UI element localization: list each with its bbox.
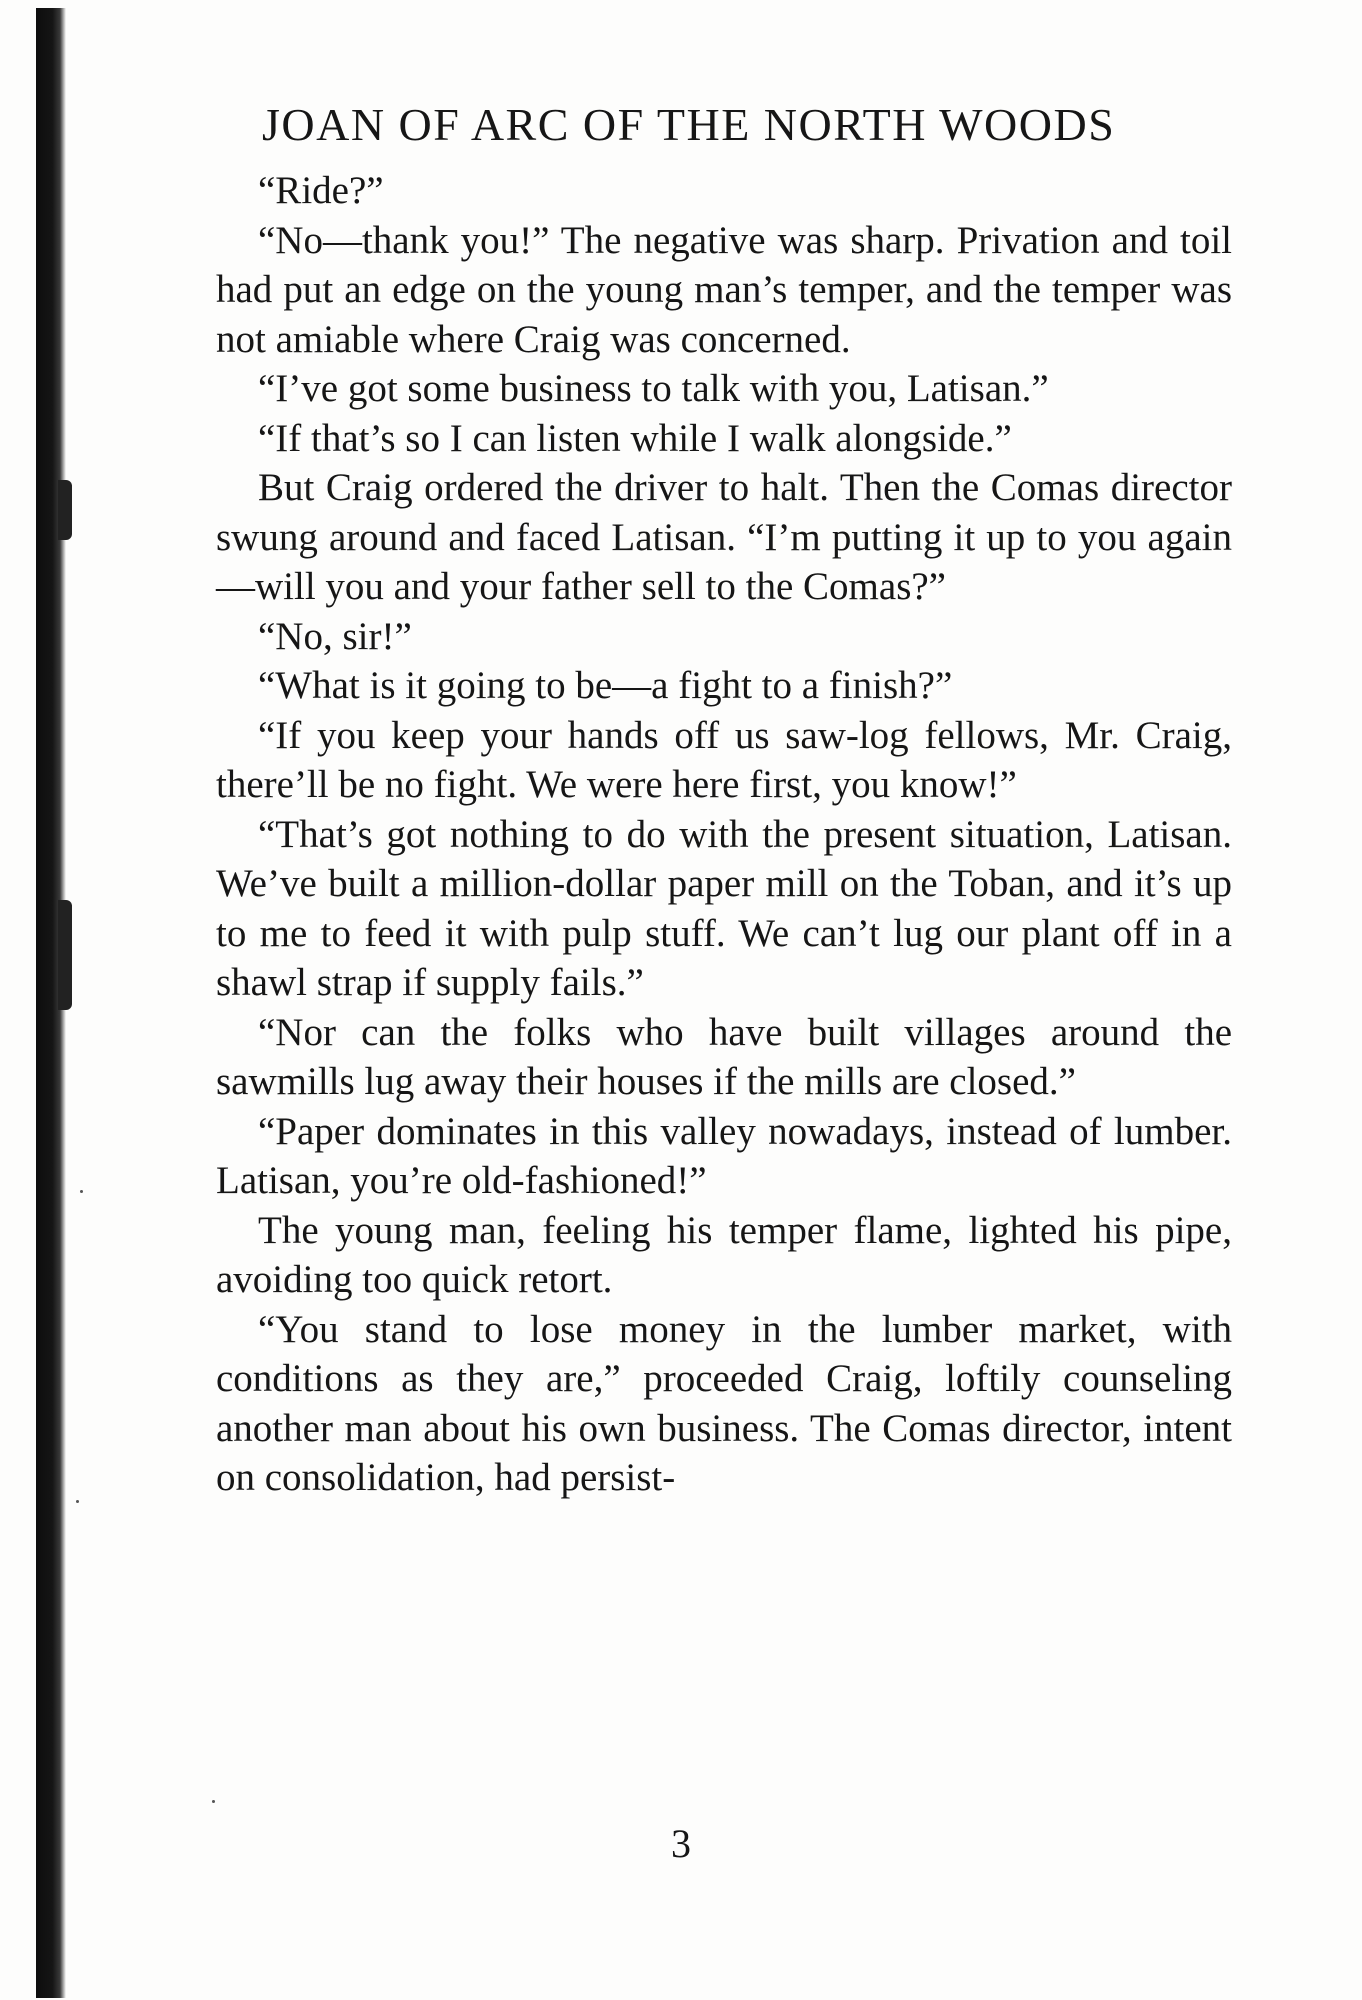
paragraph: “No, sir!”: [258, 614, 412, 658]
page-number: 3: [671, 1821, 691, 1866]
paper-speck: [80, 1190, 83, 1193]
paragraph: “Paper dominates in this valley nowadays, instead of lumber. Latisan, you’re old-fashioned!”: [216, 1109, 1232, 1202]
paragraph: “No—thank you!” The negative was sharp. Privation and toil had put an edge on the young man’s temper, and the temper was not amiable where Craig was concerned.: [216, 218, 1232, 361]
paper-speck: [76, 1500, 79, 1503]
paragraph: “What is it going to be—a fight to a finish?”: [258, 664, 953, 707]
paragraph: “I’ve got some business to talk with you, Latisan.”: [258, 367, 1049, 410]
binding-edge-mark: [58, 480, 72, 540]
body-text: [216, 166, 1232, 1503]
paragraph: “Nor can the folks who have built villages around the sawmills lug away their houses if the mills are closed.”: [216, 1010, 1232, 1103]
paragraph: “If that’s so I can listen while I walk alongside.”: [258, 416, 1012, 460]
paragraph: “You stand to lose money in the lumber market, with conditions as they are,” proceeded Craig, loftily counseling another man about his own business. The Comas director, intent on consolidation, had persist-: [216, 1307, 1232, 1499]
binding-edge-mark: [58, 900, 72, 1010]
paragraph: “That’s got nothing to do with the present situation, Latisan. We’ve built a million-dollar paper mill on the Toban, and it’s up to me to feed it with pulp stuff. We can’t lug our plant off in a shawl strap if supply fails.”: [216, 812, 1232, 1004]
paper-speck: [212, 1800, 215, 1803]
paragraph: But Craig ordered the driver to halt. Then the Comas director swung around and faced Latisan. “I’m putting it up to you again—will you and your father sell to the Comas?”: [216, 466, 1232, 608]
paragraph: The young man, feeling his temper flame, lighted his pipe, avoiding too quick retort.: [216, 1208, 1232, 1301]
paragraph: “If you keep your hands off us saw-log fellows, Mr. Craig, there’ll be no fight. We were here first, you know!”: [216, 713, 1232, 806]
running-head: JOAN OF ARC OF THE NORTH WOODS: [262, 99, 1116, 150]
paragraph: “Ride?”: [258, 169, 384, 212]
